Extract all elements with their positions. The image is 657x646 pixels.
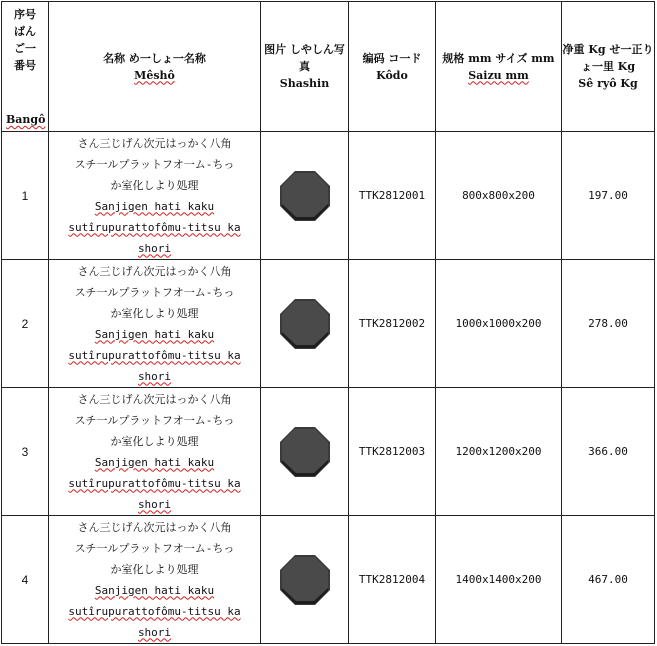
product-code: TTK2812001 xyxy=(349,132,436,260)
row-number: 2 xyxy=(2,260,49,388)
name-line: スチ一ルプラットフオ一ム-ちっ xyxy=(74,157,235,171)
name-line: か室化しより処理 xyxy=(110,562,199,576)
header-no: 序号 ばん ご一 番号 Bangô xyxy=(2,2,49,132)
name-line: スチ一ルプラットフオ一ム-ちっ xyxy=(74,541,235,555)
table-row xyxy=(2,260,655,388)
name-line: さん三じげん次元はっかく八角 xyxy=(77,520,232,534)
product-weight: 197.00 xyxy=(562,132,655,260)
row-number: 4 xyxy=(2,516,49,644)
row-number: 3 xyxy=(2,388,49,516)
name-roman-line: sutîrupurattofômu-titsu ka xyxy=(68,476,241,490)
table-row xyxy=(2,516,655,644)
name-roman-line: Sanjigen hati kaku xyxy=(94,455,215,469)
product-code: TTK2812002 xyxy=(349,260,436,388)
header-picture-roman: Shashin xyxy=(279,77,330,90)
header-weight: 净重 Kg せ一正りょ一里 Kg Sê ryô Kg xyxy=(562,2,655,132)
name-line: さん三じげん次元はっかく八角 xyxy=(77,136,232,150)
product-code: TTK2812004 xyxy=(349,516,436,644)
product-picture xyxy=(261,132,349,260)
product-weight: 467.00 xyxy=(562,516,655,644)
product-picture xyxy=(261,260,349,388)
product-code: TTK2812003 xyxy=(349,388,436,516)
name-line: さん三じげん次元はっかく八角 xyxy=(77,264,232,278)
octagon-platform-image xyxy=(261,553,348,607)
product-size: 1000x1000x200 xyxy=(436,260,562,388)
header-row xyxy=(2,2,655,132)
name-line: スチ一ルプラットフオ一ム-ちっ xyxy=(74,413,235,427)
header-picture: 图片 しやしん写真 Shashin xyxy=(261,2,349,132)
name-roman-line: shori xyxy=(137,497,172,511)
name-roman-line: shori xyxy=(137,625,172,639)
row-number: 1 xyxy=(2,132,49,260)
header-size-roman: Saizu mm xyxy=(468,68,529,82)
header-code: 编码 コ一ド Kôdo xyxy=(349,2,436,132)
name-roman-line: sutîrupurattofômu-titsu ka xyxy=(68,220,241,234)
header-weight-roman: Sê ryô Kg xyxy=(578,77,638,90)
product-weight: 366.00 xyxy=(562,388,655,516)
header-code-roman: Kôdo xyxy=(376,68,408,82)
table-row xyxy=(2,132,655,260)
name-roman-line: sutîrupurattofômu-titsu ka xyxy=(68,604,241,618)
name-line: か室化しより処理 xyxy=(110,306,199,320)
name-roman-line: sutîrupurattofômu-titsu ka xyxy=(68,348,241,362)
product-weight: 278.00 xyxy=(562,260,655,388)
product-name xyxy=(49,132,261,260)
table-row xyxy=(2,388,655,516)
header-name-roman: Mêshô xyxy=(134,68,175,82)
octagon-platform-image xyxy=(261,169,348,223)
octagon-platform-image xyxy=(261,425,348,479)
product-size: 1200x1200x200 xyxy=(436,388,562,516)
name-roman-line: shori xyxy=(137,241,172,255)
name-roman-line: Sanjigen hati kaku xyxy=(94,199,215,213)
product-picture xyxy=(261,388,349,516)
product-table xyxy=(1,1,655,644)
name-line: スチ一ルプラットフオ一ム-ちっ xyxy=(74,285,235,299)
name-line: か室化しより処理 xyxy=(110,434,199,448)
product-name xyxy=(49,516,261,644)
name-roman-line: Sanjigen hati kaku xyxy=(94,327,215,341)
product-size: 1400x1400x200 xyxy=(436,516,562,644)
name-line: か室化しより処理 xyxy=(110,178,199,192)
header-size: 规格 mm サイズ mm Saizu mm xyxy=(436,2,562,132)
name-line: さん三じげん次元はっかく八角 xyxy=(77,392,232,406)
product-name xyxy=(49,260,261,388)
product-size: 800x800x200 xyxy=(436,132,562,260)
product-name xyxy=(49,388,261,516)
octagon-platform-image xyxy=(261,297,348,351)
header-name: 名称 め一しょ一名称 Mêshô xyxy=(49,2,261,132)
product-picture xyxy=(261,516,349,644)
name-roman-line: shori xyxy=(137,369,172,383)
header-no-roman: Bangô xyxy=(6,113,46,126)
name-roman-line: Sanjigen hati kaku xyxy=(94,583,215,597)
